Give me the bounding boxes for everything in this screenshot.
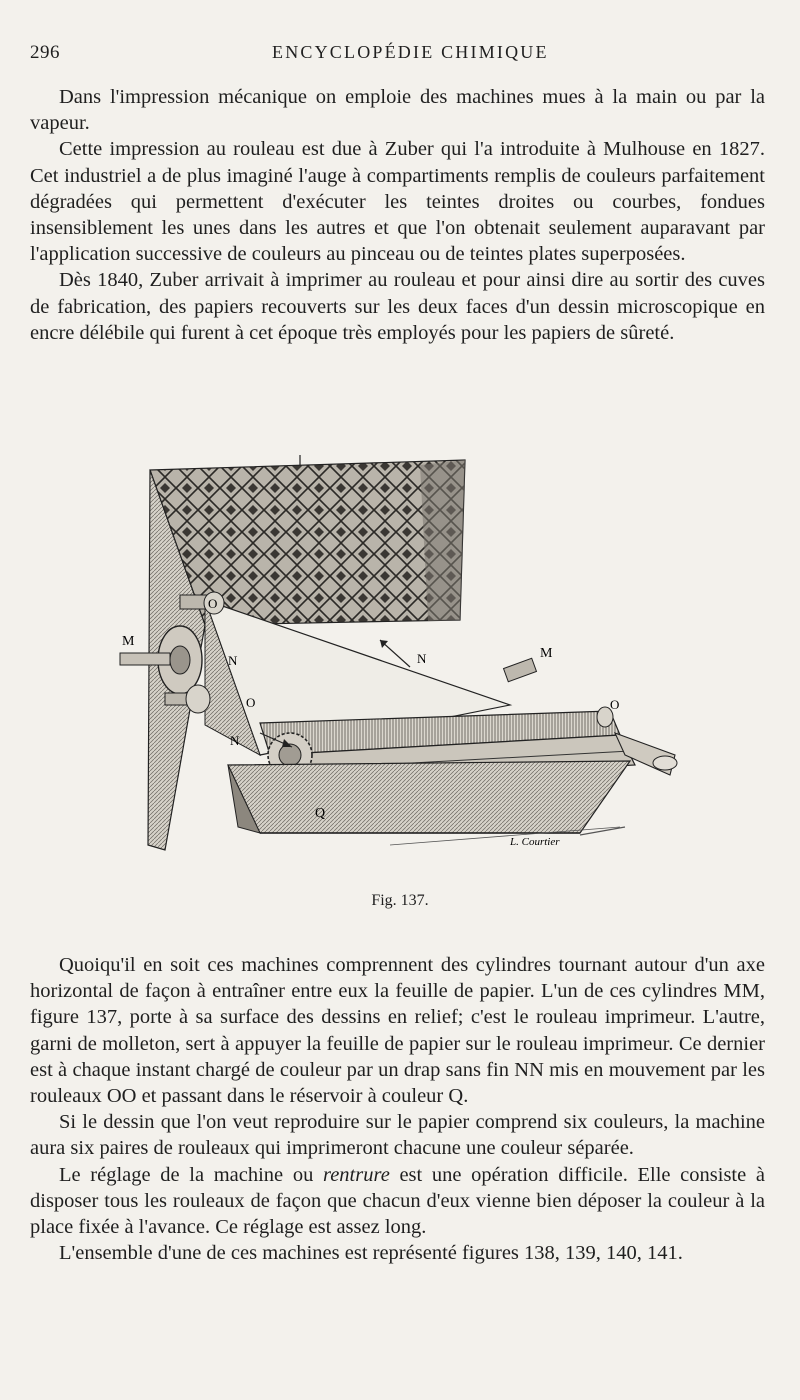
text-block-bottom [30, 952, 765, 1266]
label-o-middle: O [246, 695, 256, 710]
paragraph: Dès 1840, Zuber arrivait à imprimer au rouleau et pour ainsi dire au sortir des cuves de fabrication, des papiers recouverts sur les deux faces d'un dessin microscopique en encre délébile qui furent à cet époque très employés pour les papiers de sûreté. [30, 269, 765, 344]
engraver-signature: L. Courtier [510, 836, 560, 848]
paragraph: L'ensemble d'une de ces machines est représenté figures 138, 139, 140, 141. [59, 1242, 683, 1265]
figure-caption: Fig. 137. [371, 892, 429, 909]
label-m-left: M [122, 634, 135, 649]
paragraph: Si le dessin que l'on veut reproduire sur le papier comprend six couleurs, la machine aura six paires de rouleaux qui imprimeront chacune une couleur séparée. [30, 1111, 765, 1160]
italic-term: rentrure [322, 1163, 390, 1186]
label-n-center: N [417, 651, 427, 666]
label-n-lower: N [230, 733, 240, 748]
running-head: ENCYCLOPÉDIE CHIMIQUE [272, 42, 549, 62]
paragraph [30, 1162, 765, 1241]
paragraph: Quoiqu'il en soit ces machines comprennent des cylindres tournant autour d'un axe horizontal de façon à entraîner entre eux la feuille de papier. L'un de ces cylindres MM, figure 137, porte à sa surface des dessins en relief; c'est le rouleau imprimeur. L'autre, garni de molleton, sert à appuyer la feuille de papier sur le rouleau imprimeur. Ce dernier est à chaque instant chargé de couleur par un drap sans fin NN mis en mouvement par les rouleaux OO et passant dans le réservoir à couleur Q. [30, 954, 765, 1108]
label-o-top: O [208, 596, 218, 611]
label-q: Q [315, 806, 326, 821]
page-number: 296 [30, 42, 60, 63]
machine-illustration [110, 455, 690, 875]
label-n-left: N [228, 653, 238, 668]
text-run: est une opération difficile. Elle consiste à disposer tous les rouleaux de façon que chacun d'eux vienne bien déposer la couleur à la place fixée à l'avance. Ce réglage est assez long. [30, 1163, 765, 1239]
label-m-right: M [540, 646, 553, 661]
paragraph: Dans l'impression mécanique on emploie des machines mues à la main ou par la vapeur. [30, 86, 765, 135]
text-run: Le réglage de la machine ou [59, 1163, 323, 1186]
paragraph: Cette impression au rouleau est due à Zuber qui l'a introduite à Mulhouse en 1827. Cet industriel a de plus imaginé l'auge à compartiments remplis de couleurs parfaitement dégradées qui permettent d'exécuter les teintes droites ou courbes, fondues insensiblement les unes dans les autres et que l'on obtenait seulement auparavant par l'application successive de couleurs au pinceau ou de teintes plates superposées. [30, 138, 765, 266]
text-block-top [30, 84, 765, 346]
label-o-right: O [610, 697, 620, 712]
